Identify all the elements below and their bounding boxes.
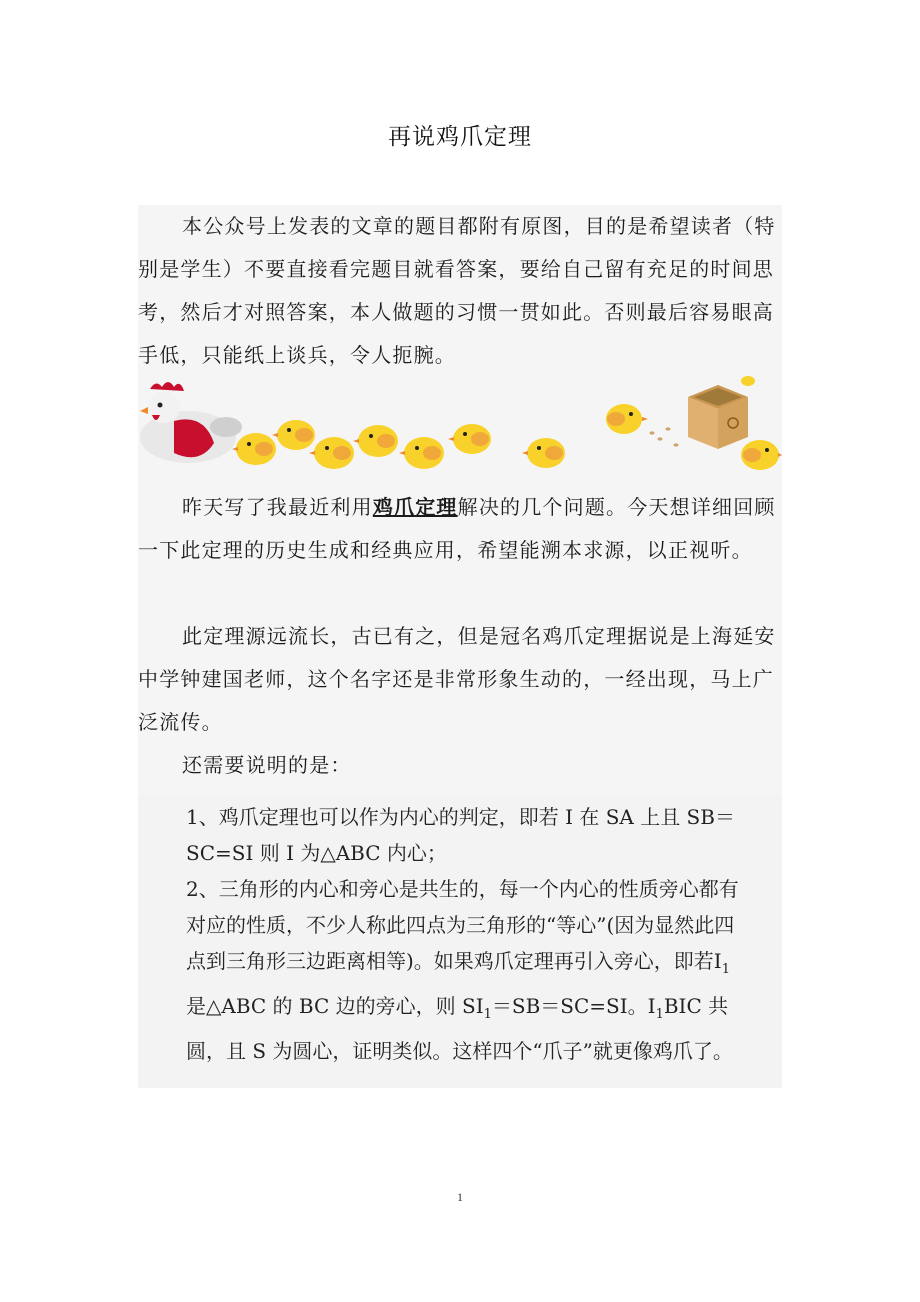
chick-icon xyxy=(448,424,491,454)
paragraph-yesterday-text-cont: 解决的几个问题。今天想详细回顾一下此定理的历史生成和经典应用，希望能溯本求源，以正视听。 xyxy=(138,495,776,562)
note-item-1: 1、鸡爪定理也可以作为内心的判定，即若 I 在 SA 上且 SB＝SC=SI 则 I 为△ABC 内心； xyxy=(186,805,735,865)
chicken-banner-image xyxy=(138,375,782,475)
chicken-claw-theorem-link[interactable]: 鸡爪定理 xyxy=(372,495,458,519)
paragraph-origin-text: 此定理源远流长，古已有之，但是冠名鸡爪定理据说是上海延安中学钟建国老师，这个名字还是非常形象生动的，一经出现，马上广泛流传。 xyxy=(138,624,776,734)
chick-icon xyxy=(741,376,755,386)
paragraph-intro xyxy=(138,205,782,377)
seeds-icon xyxy=(650,427,679,446)
chick-icon xyxy=(741,440,782,470)
paragraph-note-text: 还需要说明的是： xyxy=(182,753,352,777)
chick-icon xyxy=(309,437,354,469)
chick-icon xyxy=(272,420,315,450)
article-body xyxy=(138,205,782,1088)
chick-icon xyxy=(606,404,648,434)
note-item-2: 2、三角形的内心和旁心是共生的，每一个内心的性质旁心都有对应的性质，不少人称此四点为三角形的“等心”(因为显然此四点到三角形三边距离相等)。如果鸡爪定理再引入旁心，即若$I_1$是△ABC 的 BC 边的旁心，则 $SI_1=SB=SC=SI$。$I_1BIC$ 共圆，且 S 为圆心，证明类似。这样四个“爪子”就更像鸡爪了。 xyxy=(186,877,739,1063)
grain-box-icon xyxy=(688,385,748,449)
chick-icon xyxy=(522,438,565,468)
quoted-notes-text xyxy=(186,799,746,1069)
paragraph-note xyxy=(138,744,782,787)
chick-icon xyxy=(232,433,276,465)
paragraph-yesterday xyxy=(138,486,782,572)
chick-icon xyxy=(353,425,398,457)
paragraph-origin xyxy=(138,615,782,744)
document-title: 再说鸡爪定理 xyxy=(388,124,532,150)
paragraph-intro-text: 本公众号上发表的文章的题目都附有原图，目的是希望读者（特别是学生）不要直接看完题目就看答案，要给自己留有充足的时间思考，然后才对照答案，本人做题的习惯一贯如此。否则最后容易眼高手低，只能纸上谈兵，令人扼腕。 xyxy=(138,214,776,367)
paragraph-yesterday-text: 昨天写了我最近利用 xyxy=(182,495,373,519)
chick-icon xyxy=(399,437,444,469)
quoted-notes-image xyxy=(138,795,782,1088)
page-number: 1 xyxy=(457,1190,463,1204)
hen-icon xyxy=(140,382,242,463)
